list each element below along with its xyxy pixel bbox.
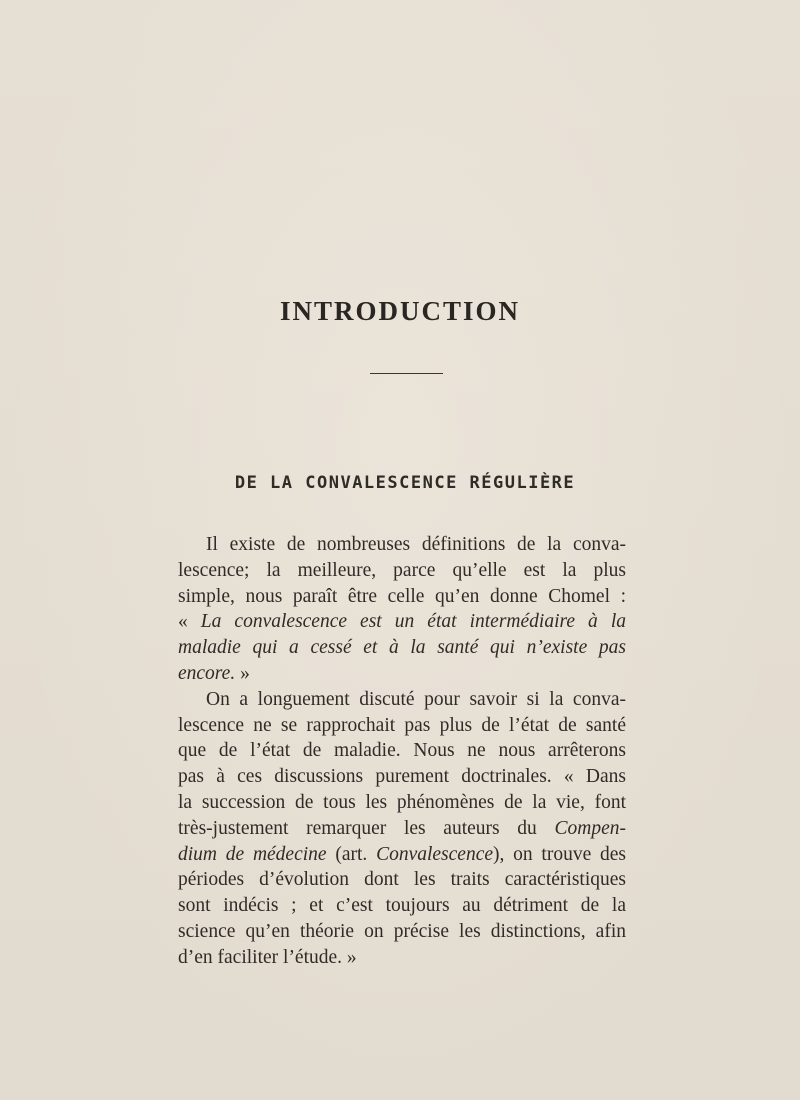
text-line xyxy=(178,919,626,945)
italic-text: La convalescence est un état intermédiaire à la xyxy=(200,611,626,633)
text-segment: Il existe de nombreuses définitions de la conva- xyxy=(206,534,626,555)
text-segment: très-justement remarquer les auteurs du xyxy=(178,817,555,839)
text-line xyxy=(178,609,626,635)
text-line xyxy=(178,764,626,790)
italic-text: encore. xyxy=(178,662,236,684)
text-segment: ), on trouve des xyxy=(493,843,627,865)
italic-text: maladie qui a cessé et à la santé qui n’existe pas xyxy=(178,637,626,659)
text-line xyxy=(178,893,626,919)
text-line xyxy=(178,842,626,868)
body-text xyxy=(178,532,626,971)
text-segment: d’en faciliter l’étude. » xyxy=(178,946,357,968)
text-segment: On a longuement discuté pour savoir si la conva- xyxy=(206,688,626,710)
text-segment: (art. xyxy=(326,843,377,865)
text-segment: simple, nous paraît être celle qu’en donne Chomel : xyxy=(178,585,626,607)
text-line xyxy=(178,584,626,610)
page-title: INTRODUCTION xyxy=(279,296,521,326)
text-line xyxy=(178,738,626,764)
italic-text: Convalescence xyxy=(376,843,494,865)
italic-text: dium de médecine xyxy=(178,843,327,865)
text-line xyxy=(178,790,626,816)
title-divider xyxy=(370,373,443,374)
text-segment: lescence ne se rapprochait pas plus de l’état de santé xyxy=(178,714,626,736)
text-segment: science qu’en théorie on précise les distinctions, afin xyxy=(178,920,626,942)
text-line xyxy=(178,635,626,661)
italic-text: Compen- xyxy=(554,817,626,839)
text-segment: » xyxy=(235,662,250,684)
text-line xyxy=(178,661,626,687)
text-segment: lescence; la meilleure, parce qu’elle est la plus xyxy=(178,559,626,581)
text-segment: que de l’état de maladie. Nous ne nous arrêterons xyxy=(178,740,626,762)
text-line xyxy=(178,558,626,584)
text-segment: pas à ces discussions purement doctrinales. « Dans xyxy=(178,766,626,788)
text-segment: « xyxy=(178,611,201,633)
text-segment: sont indécis ; et c’est toujours au détriment de la xyxy=(178,895,626,917)
text-segment: la succession de tous les phénomènes de la vie, font xyxy=(178,791,626,813)
paragraph xyxy=(178,687,626,971)
text-line xyxy=(178,945,626,971)
paragraph xyxy=(178,532,626,687)
text-line xyxy=(178,713,626,739)
section-heading: DE LA CONVALESCENCE RÉGULIÈRE xyxy=(234,473,576,493)
text-line xyxy=(178,687,626,713)
text-line xyxy=(178,532,626,558)
text-line xyxy=(178,867,626,893)
text-segment: périodes d’évolution dont les traits caractéristiques xyxy=(178,869,626,891)
text-line xyxy=(178,816,626,842)
